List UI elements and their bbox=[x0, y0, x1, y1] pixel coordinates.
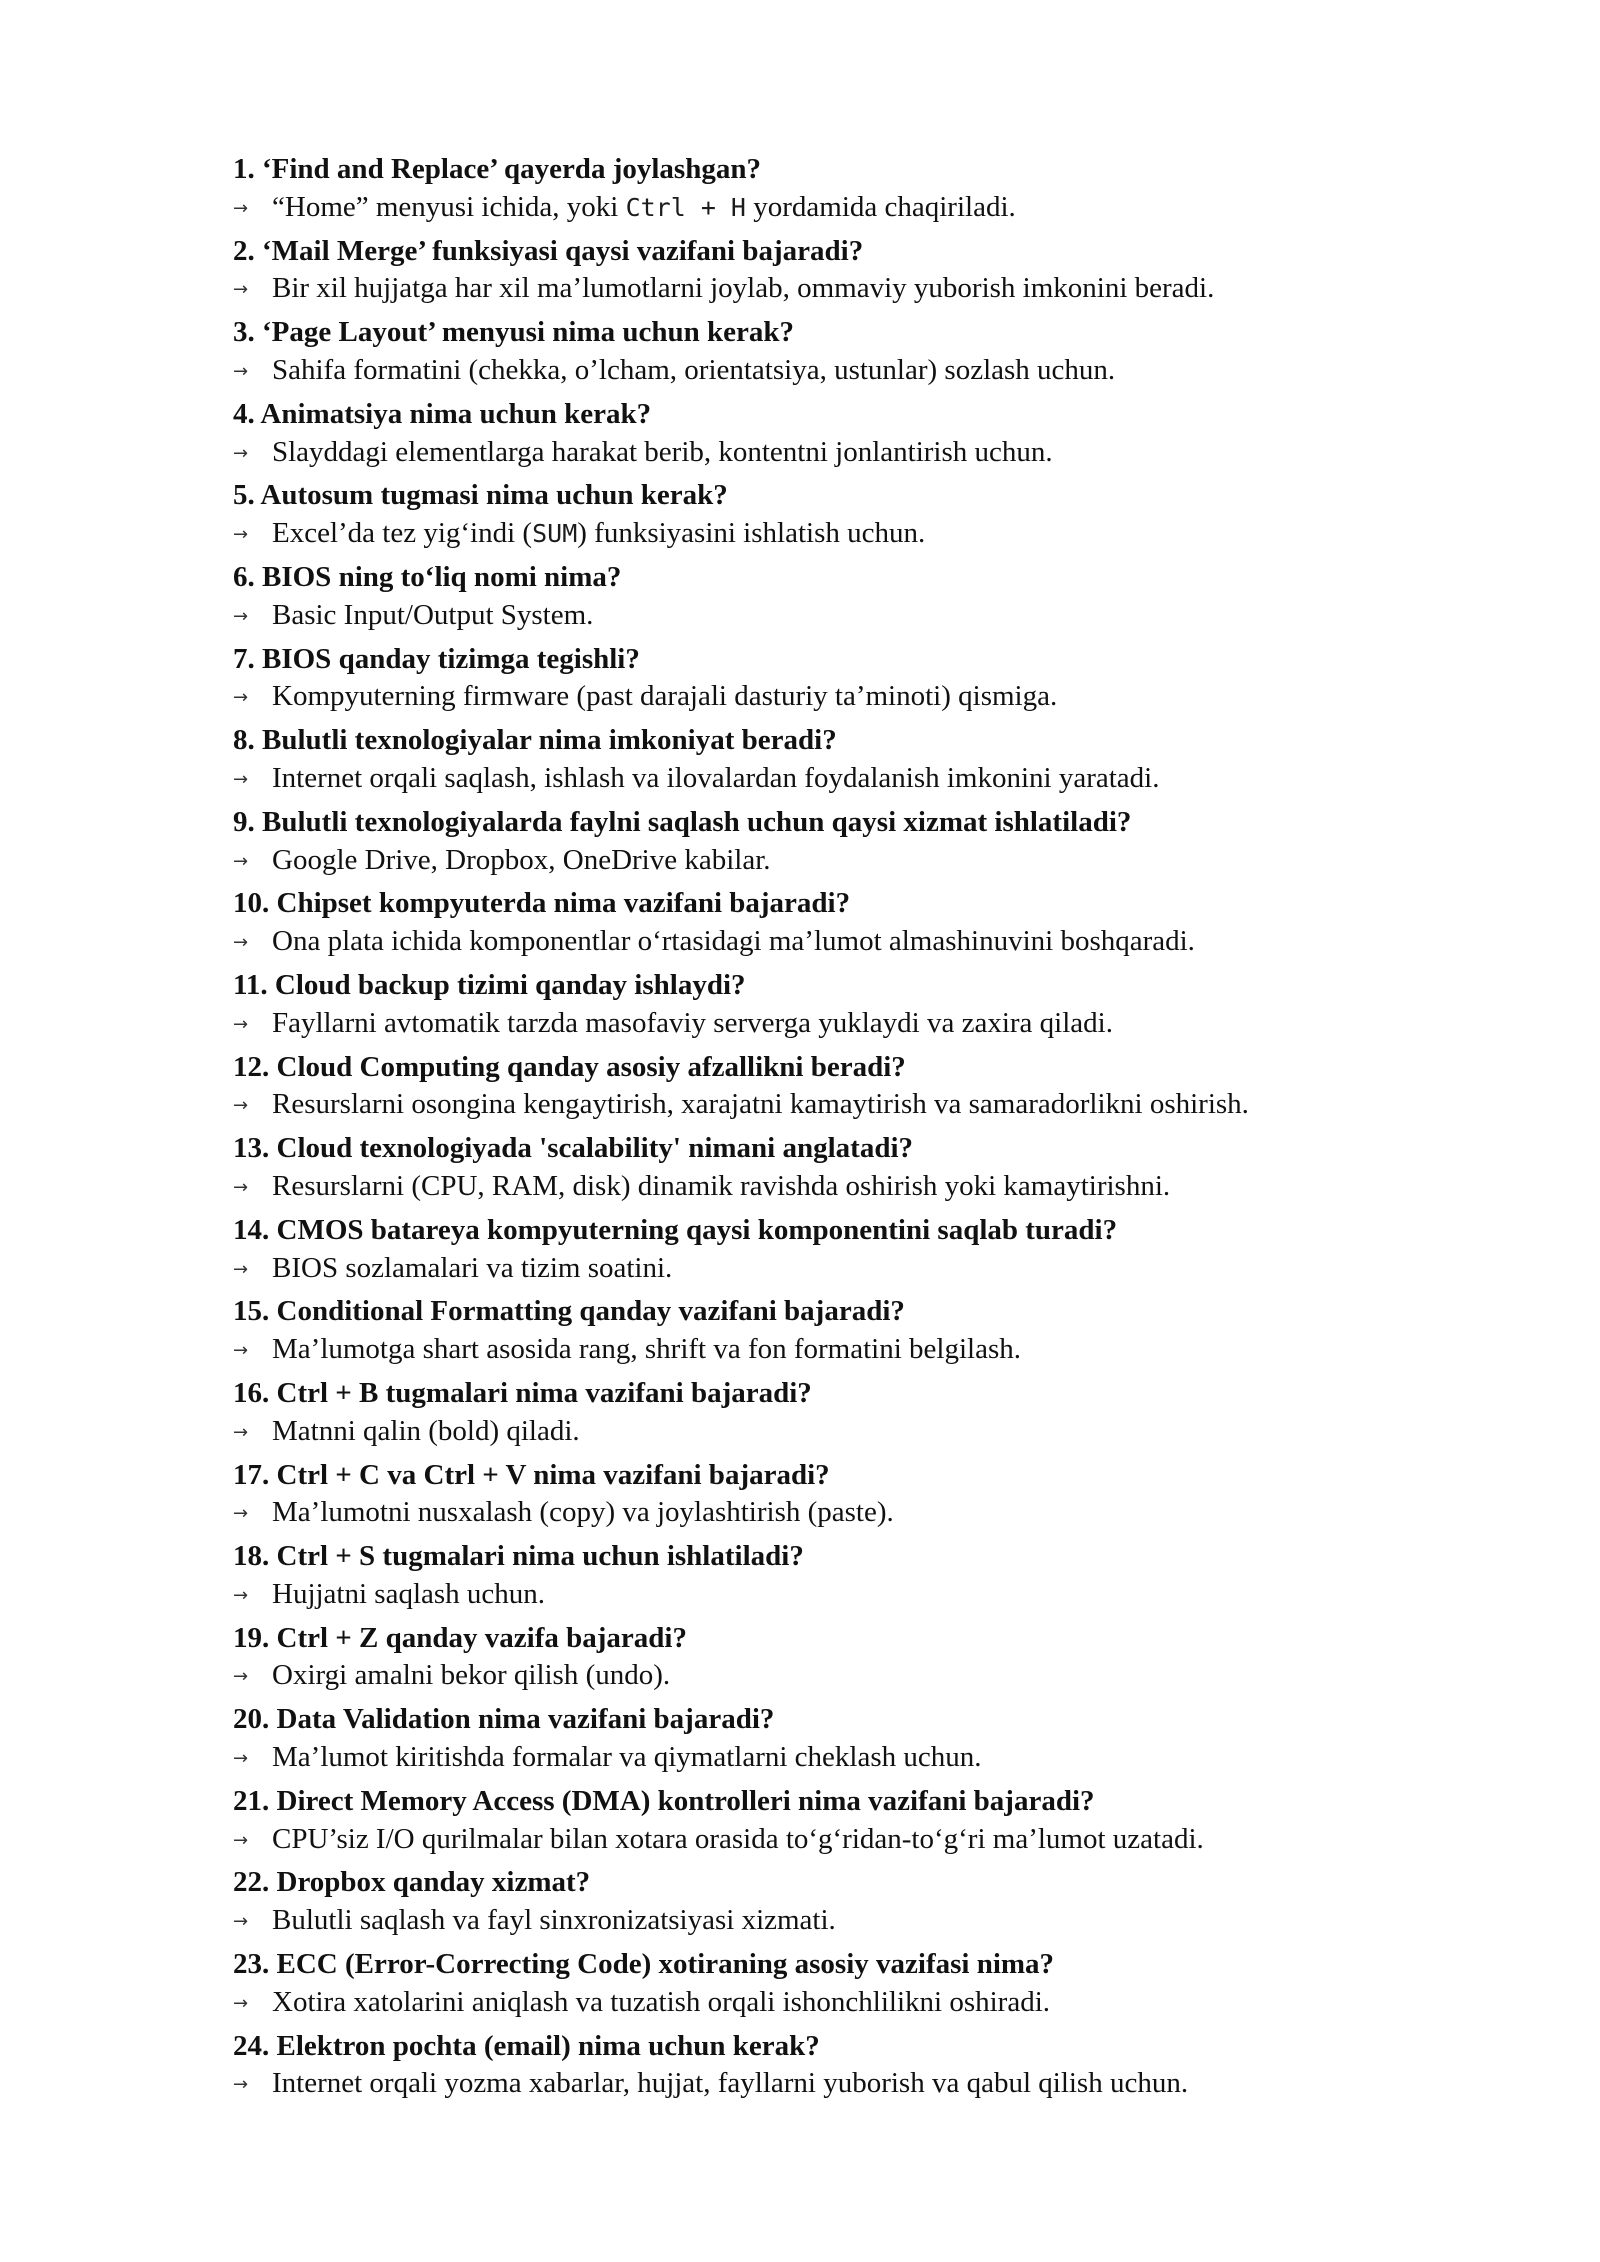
question-number: 24. bbox=[233, 2029, 270, 2062]
answer-arrow-icon: → bbox=[233, 1992, 249, 2014]
answer-arrow-icon: → bbox=[233, 1421, 249, 1443]
answer-arrow-icon: → bbox=[233, 1829, 249, 1851]
answer-line bbox=[233, 1902, 1600, 1940]
answer-arrow-icon: → bbox=[233, 1013, 249, 1035]
answer-line bbox=[233, 1576, 1600, 1614]
answer-text: Oxirgi amalni bekor qilish (undo). bbox=[272, 1659, 671, 1692]
answer-line bbox=[233, 189, 1600, 227]
qa-item bbox=[233, 396, 1600, 472]
qa-item bbox=[233, 559, 1600, 635]
question-line bbox=[233, 804, 1600, 842]
answer-arrow-icon: → bbox=[233, 605, 249, 627]
qa-item bbox=[233, 1375, 1600, 1451]
qa-item bbox=[233, 722, 1600, 798]
qa-item bbox=[233, 885, 1600, 961]
question-line bbox=[233, 151, 1600, 189]
answer-arrow-icon: → bbox=[233, 1503, 249, 1525]
answer-text: Fayllarni avtomatik tarzda masofaviy serverga yuklaydi va zaxira qiladi. bbox=[272, 1006, 1113, 1039]
question-line bbox=[233, 1130, 1600, 1168]
question-number: 4. bbox=[233, 397, 255, 430]
answer-text: BIOS sozlamalari va tizim soatini. bbox=[272, 1251, 673, 1284]
inline-code: SUM bbox=[532, 519, 578, 549]
answer-arrow-icon: → bbox=[233, 1584, 249, 1606]
question-text: Bulutli texnologiyalarda faylni saqlash uchun qaysi xizmat ishlatiladi? bbox=[262, 805, 1132, 838]
qa-item bbox=[233, 1049, 1600, 1125]
answer-arrow-icon: → bbox=[233, 360, 249, 382]
qa-item bbox=[233, 1212, 1600, 1288]
question-line bbox=[233, 396, 1600, 434]
question-number: 21. bbox=[233, 1784, 270, 1817]
question-number: 2. bbox=[233, 234, 255, 267]
qa-list bbox=[233, 151, 1600, 2103]
question-text: ‘Page Layout’ menyusi nima uchun kerak? bbox=[262, 316, 794, 349]
answer-text: Resurslarni osongina kengaytirish, xarajatni kamaytirish va samaradorlikni oshirish. bbox=[272, 1088, 1249, 1121]
answer-text: Kompyuterning firmware (past darajali dasturiy ta’minoti) qismiga. bbox=[272, 680, 1058, 713]
answer-line bbox=[233, 678, 1600, 716]
answer-line bbox=[233, 1821, 1600, 1859]
question-number: 14. bbox=[233, 1213, 270, 1246]
question-line bbox=[233, 314, 1600, 352]
question-number: 9. bbox=[233, 805, 255, 838]
question-text: CMOS batareya kompyuterning qaysi komponentini saqlab turadi? bbox=[276, 1213, 1118, 1246]
qa-item bbox=[233, 1538, 1600, 1614]
answer-arrow-icon: → bbox=[233, 1176, 249, 1198]
question-line bbox=[233, 1864, 1600, 1902]
answer-text: Sahifa formatini (chekka, o’lcham, orientatsiya, ustunlar) sozlash uchun. bbox=[272, 353, 1116, 386]
qa-item bbox=[233, 1701, 1600, 1777]
answer-text: yordamida chaqiriladi. bbox=[745, 190, 1016, 223]
answer-line bbox=[233, 842, 1600, 880]
question-number: 1. bbox=[233, 153, 255, 185]
answer-text: Resurslarni (CPU, RAM, disk) dinamik ravishda oshirish yoki kamaytirishni. bbox=[272, 1169, 1171, 1202]
answer-arrow-icon: → bbox=[233, 442, 249, 464]
question-text: Chipset kompyuterda nima vazifani bajaradi? bbox=[276, 887, 851, 920]
question-line bbox=[233, 1457, 1600, 1495]
question-line bbox=[233, 233, 1600, 271]
answer-text: Matnni qalin (bold) qiladi. bbox=[272, 1414, 580, 1447]
answer-text: ) funksiyasini ishlatish uchun. bbox=[577, 517, 926, 550]
qa-item bbox=[233, 1457, 1600, 1533]
question-text: Ctrl + S tugmalari nima uchun ishlatiladi? bbox=[276, 1540, 804, 1573]
answer-text: Internet orqali saqlash, ishlash va ilovalardan foydalanish imkonini yaratadi. bbox=[272, 761, 1160, 794]
answer-arrow-icon: → bbox=[233, 279, 249, 301]
qa-item bbox=[233, 1620, 1600, 1696]
question-line bbox=[233, 559, 1600, 597]
answer-text: Slayddagi elementlarga harakat berib, kontentni jonlantirish uchun. bbox=[272, 435, 1053, 468]
answer-text: CPU’siz I/O qurilmalar bilan xotara orasida to‘g‘ridan-to‘g‘ri ma’lumot uzatadi. bbox=[272, 1822, 1204, 1855]
question-text: ‘Mail Merge’ funksiyasi qaysi vazifani bajaradi? bbox=[262, 234, 864, 267]
answer-line bbox=[233, 1005, 1600, 1043]
qa-item bbox=[233, 804, 1600, 880]
answer-line bbox=[233, 923, 1600, 961]
answer-arrow-icon: → bbox=[233, 1666, 249, 1688]
answer-line bbox=[233, 1984, 1600, 2022]
answer-line bbox=[233, 1086, 1600, 1124]
question-number: 22. bbox=[233, 1866, 270, 1899]
answer-arrow-icon: → bbox=[233, 524, 249, 546]
answer-text: Ma’lumotga shart asosida rang, shrift va fon formatini belgilash. bbox=[272, 1333, 1021, 1366]
question-number: 8. bbox=[233, 724, 255, 757]
qa-item bbox=[233, 314, 1600, 390]
question-text: Bulutli texnologiyalar nima imkoniyat beradi? bbox=[262, 724, 837, 757]
qa-item bbox=[233, 233, 1600, 309]
question-text: Elektron pochta (email) nima uchun kerak? bbox=[276, 2029, 820, 2062]
answer-line bbox=[233, 1494, 1600, 1532]
answer-arrow-icon: → bbox=[233, 1258, 249, 1280]
question-text: Data Validation nima vazifani bajaradi? bbox=[276, 1703, 775, 1736]
answer-text: Bulutli saqlash va fayl sinxronizatsiyasi xizmati. bbox=[272, 1904, 836, 1937]
question-text: Autosum tugmasi nima uchun kerak? bbox=[260, 479, 728, 512]
question-text: Ctrl + B tugmalari nima vazifani bajaradi? bbox=[276, 1376, 812, 1409]
question-line bbox=[233, 1538, 1600, 1576]
question-number: 11. bbox=[233, 968, 268, 1001]
question-line bbox=[233, 1049, 1600, 1087]
qa-item bbox=[233, 151, 1600, 227]
answer-line bbox=[233, 1168, 1600, 1206]
question-line bbox=[233, 885, 1600, 923]
question-text: Animatsiya nima uchun kerak? bbox=[260, 397, 652, 430]
answer-line bbox=[233, 597, 1600, 635]
question-number: 23. bbox=[233, 1948, 270, 1981]
question-number: 13. bbox=[233, 1132, 270, 1165]
question-text: Cloud texnologiyada 'scalability' nimani anglatadi? bbox=[276, 1132, 913, 1165]
qa-item bbox=[233, 1864, 1600, 1940]
question-number: 5. bbox=[233, 479, 255, 512]
answer-text: Xotira xatolarini aniqlash va tuzatish orqali ishonchlilikni oshiradi. bbox=[272, 1985, 1051, 2018]
answer-arrow-icon: → bbox=[233, 197, 249, 219]
answer-line bbox=[233, 1657, 1600, 1695]
question-text: Dropbox qanday xizmat? bbox=[276, 1866, 591, 1899]
answer-arrow-icon: → bbox=[233, 2074, 249, 2096]
answer-text: “Home” menyusi ichida, yoki bbox=[272, 190, 626, 223]
question-line bbox=[233, 2028, 1600, 2066]
question-text: Conditional Formatting qanday vazifani bajaradi? bbox=[276, 1295, 905, 1328]
answer-text: Excel’da tez yig‘indi ( bbox=[272, 517, 533, 550]
answer-arrow-icon: → bbox=[233, 1911, 249, 1933]
qa-item bbox=[233, 967, 1600, 1043]
qa-item bbox=[233, 1130, 1600, 1206]
answer-line bbox=[233, 515, 1600, 553]
answer-line bbox=[233, 1413, 1600, 1451]
question-line bbox=[233, 1293, 1600, 1331]
answer-text: Internet orqali yozma xabarlar, hujjat, fayllarni yuborish va qabul qilish uchun. bbox=[272, 2067, 1189, 2100]
answer-line bbox=[233, 1250, 1600, 1288]
answer-text: Basic Input/Output System. bbox=[272, 598, 594, 631]
question-text: Ctrl + C va Ctrl + V nima vazifani bajaradi? bbox=[276, 1458, 830, 1491]
answer-line bbox=[233, 270, 1600, 308]
answer-arrow-icon: → bbox=[233, 1748, 249, 1770]
answer-line bbox=[233, 434, 1600, 472]
question-line bbox=[233, 1212, 1600, 1250]
qa-item bbox=[233, 1946, 1600, 2022]
question-line bbox=[233, 1946, 1600, 1984]
inline-code: Ctrl + H bbox=[625, 192, 746, 222]
qa-item bbox=[233, 641, 1600, 717]
question-line bbox=[233, 1783, 1600, 1821]
question-number: 20. bbox=[233, 1703, 270, 1736]
question-number: 7. bbox=[233, 642, 255, 675]
answer-arrow-icon: → bbox=[233, 687, 249, 709]
question-text: ‘Find and Replace’ qayerda joylashgan? bbox=[262, 153, 761, 185]
question-line bbox=[233, 641, 1600, 679]
answer-text: Hujjatni saqlash uchun. bbox=[272, 1577, 546, 1610]
question-line bbox=[233, 722, 1600, 760]
answer-arrow-icon: → bbox=[233, 768, 249, 790]
question-text: BIOS ning to‘liq nomi nima? bbox=[262, 560, 622, 593]
question-text: Ctrl + Z qanday vazifa bajaradi? bbox=[276, 1621, 687, 1654]
answer-line bbox=[233, 760, 1600, 798]
answer-arrow-icon: → bbox=[233, 1095, 249, 1117]
qa-item bbox=[233, 2028, 1600, 2104]
question-number: 12. bbox=[233, 1050, 270, 1083]
question-text: Direct Memory Access (DMA) kontrolleri nima vazifani bajaradi? bbox=[276, 1784, 1095, 1817]
question-number: 17. bbox=[233, 1458, 270, 1491]
qa-item bbox=[233, 1783, 1600, 1859]
question-number: 15. bbox=[233, 1295, 270, 1328]
answer-line bbox=[233, 2065, 1600, 2103]
answer-text: Ona plata ichida komponentlar o‘rtasidagi ma’lumot almashinuvini boshqaradi. bbox=[272, 925, 1195, 958]
question-text: ECC (Error-Correcting Code) xotiraning asosiy vazifasi nima? bbox=[276, 1948, 1055, 1981]
answer-line bbox=[233, 1739, 1600, 1777]
answer-arrow-icon: → bbox=[233, 932, 249, 954]
answer-line bbox=[233, 1331, 1600, 1369]
answer-arrow-icon: → bbox=[233, 1340, 249, 1362]
answer-line bbox=[233, 352, 1600, 390]
answer-arrow-icon: → bbox=[233, 850, 249, 872]
answer-text: Google Drive, Dropbox, OneDrive kabilar. bbox=[272, 843, 771, 876]
qa-item bbox=[233, 1293, 1600, 1369]
question-line bbox=[233, 477, 1600, 515]
question-text: Cloud backup tizimi qanday ishlaydi? bbox=[274, 968, 746, 1001]
question-number: 10. bbox=[233, 887, 270, 920]
question-line bbox=[233, 1620, 1600, 1658]
question-number: 6. bbox=[233, 560, 255, 593]
question-line bbox=[233, 1375, 1600, 1413]
question-text: BIOS qanday tizimga tegishli? bbox=[262, 642, 640, 675]
question-number: 19. bbox=[233, 1621, 270, 1654]
answer-text: Ma’lumotni nusxalash (copy) va joylashtirish (paste). bbox=[272, 1496, 894, 1529]
question-line bbox=[233, 1701, 1600, 1739]
answer-text: Bir xil hujjatga har xil ma’lumotlarni joylab, ommaviy yuborish imkonini beradi. bbox=[272, 272, 1215, 305]
question-text: Cloud Computing qanday asosiy afzallikni beradi? bbox=[276, 1050, 906, 1083]
question-line bbox=[233, 967, 1600, 1005]
question-number: 3. bbox=[233, 316, 255, 349]
qa-item bbox=[233, 477, 1600, 553]
question-number: 18. bbox=[233, 1540, 270, 1573]
answer-text: Ma’lumot kiritishda formalar va qiymatlarni cheklash uchun. bbox=[272, 1741, 982, 1774]
question-number: 16. bbox=[233, 1376, 270, 1409]
